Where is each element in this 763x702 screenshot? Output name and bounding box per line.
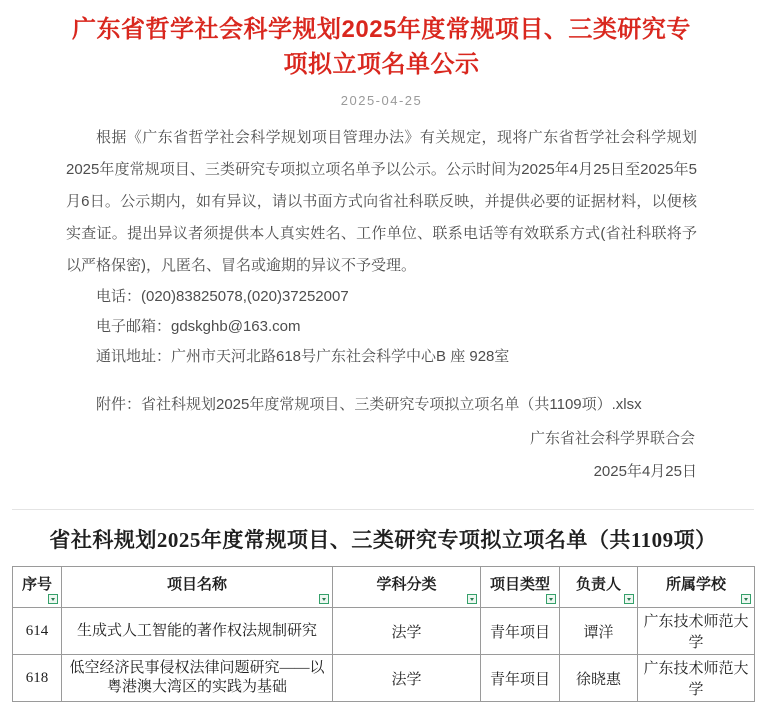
- filter-icon[interactable]: [741, 594, 751, 604]
- column-header-label: 负责人: [575, 576, 621, 593]
- column-header-label: 序号: [21, 576, 52, 593]
- cell-project-name: 低空经济民事侵权法律问题研究——以粤港澳大湾区的实践为基础: [62, 655, 333, 702]
- attachment-line: 附件：省社科规划2025年度常规项目、三类研究专项拟立项名单（共1109项）.xlsx: [96, 396, 642, 413]
- cell-school: 广东技术师范大学: [638, 655, 755, 702]
- signature-date: 2025年4月25日: [593, 463, 697, 480]
- table-row: [13, 655, 755, 702]
- page-title: 广东省哲学社会科学规划2025年度常规项目、三类研究专项拟立项名单公示: [72, 16, 691, 78]
- table-row: [13, 608, 755, 655]
- column-header-name: [62, 567, 333, 608]
- table-header-row: [13, 567, 755, 608]
- address-line: 通讯地址：广州市天河北路618号广东社会科学中心B 座 928室: [96, 348, 510, 365]
- column-header-label: 所属学校: [665, 576, 726, 593]
- cell-leader: 徐晓惠: [560, 655, 638, 702]
- column-header-label: 项目类型: [489, 576, 550, 593]
- column-header-leader: [560, 567, 638, 608]
- spreadsheet-preview: [12, 509, 754, 702]
- column-header-label: 项目名称: [166, 576, 227, 593]
- cell-discipline: 法学: [333, 608, 481, 655]
- signature: 广东省社会科学界联合会: [529, 430, 695, 447]
- cell-project-name: 生成式人工智能的著作权法规制研究: [62, 608, 333, 655]
- column-header-seq: [13, 567, 62, 608]
- filter-icon[interactable]: [319, 594, 329, 604]
- project-table: [12, 566, 755, 702]
- cell-type: 青年项目: [481, 655, 560, 702]
- cell-leader: 谭洋: [560, 608, 638, 655]
- cell-discipline: 法学: [333, 655, 481, 702]
- main-paragraph: 根据《广东省哲学社会科学规划项目管理办法》有关规定，现将广东省哲学社会科学规划2025年度常规项目、三类研究专项拟立项名单予以公示。公示时间为2025年4月25日至2025年5月6日。公示期内，如有异议，请以书面方式向省社科联反映，并提供必要的证据材料，以便核实查证。提出异议者须提供本人真实姓名、工作单位、联系电话等有效联系方式(省社科联将予以严格保密)，凡匿名、冒名或逾期的异议不予受理。: [66, 129, 697, 274]
- sheet-title: 省社科规划2025年度常规项目、三类研究专项拟立项名单（共1109项）: [49, 528, 717, 552]
- cell-seq: 614: [13, 608, 62, 655]
- publish-date: 2025-04-25: [340, 93, 423, 108]
- cell-seq: 618: [13, 655, 62, 702]
- column-header-school: [638, 567, 755, 608]
- filter-icon[interactable]: [546, 594, 556, 604]
- filter-icon[interactable]: [624, 594, 634, 604]
- announcement-body: [66, 122, 697, 483]
- cell-type: 青年项目: [481, 608, 560, 655]
- column-header-label: 学科分类: [376, 576, 437, 593]
- email-line: 电子邮箱：gdskghb@163.com: [96, 318, 301, 335]
- cell-school: 广东技术师范大学: [638, 608, 755, 655]
- phone-line: 电话：(020)83825078,(020)37252007: [96, 288, 349, 305]
- column-header-type: [481, 567, 560, 608]
- column-header-discipline: [333, 567, 481, 608]
- filter-icon[interactable]: [467, 594, 477, 604]
- filter-icon[interactable]: [48, 594, 58, 604]
